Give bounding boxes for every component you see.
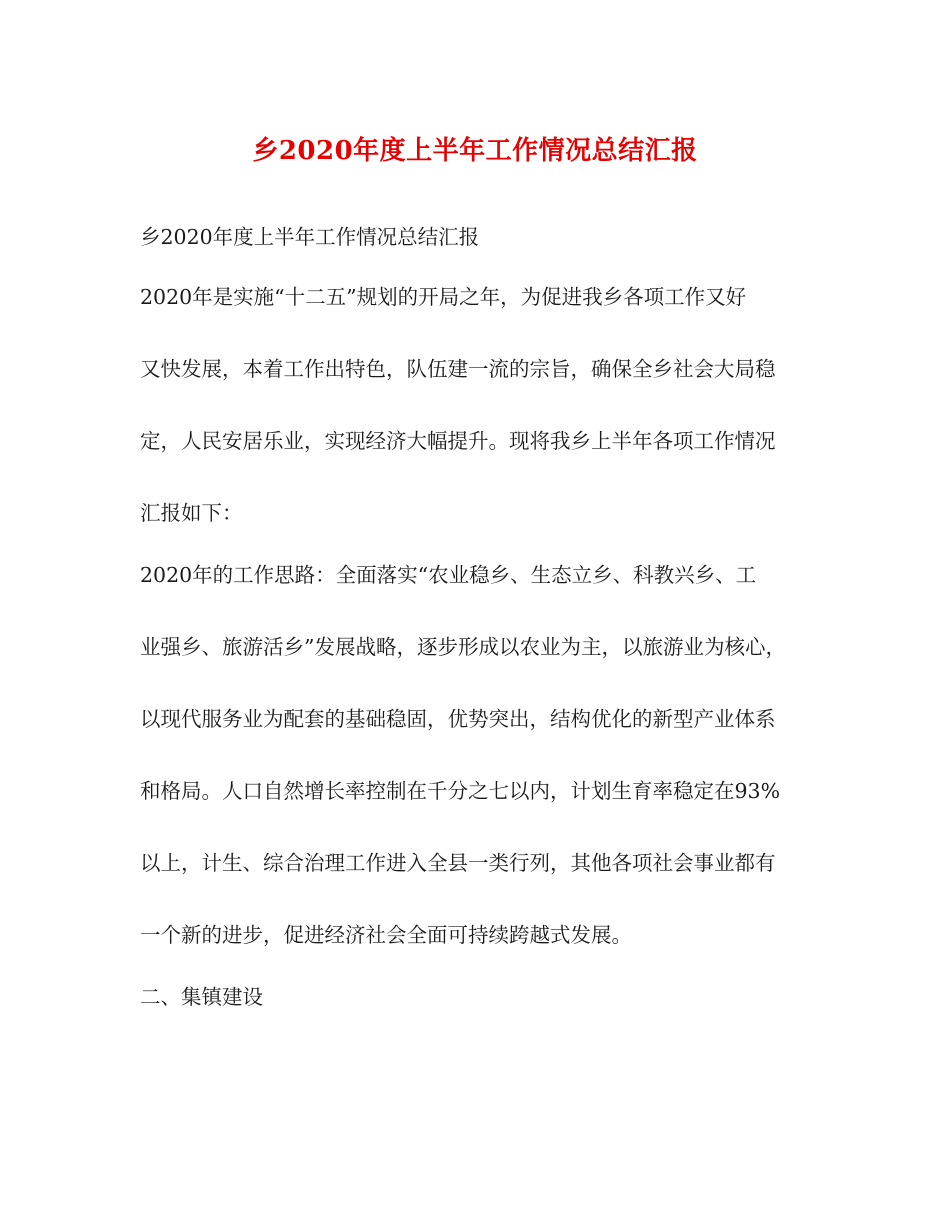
paragraph-line: 定，人民安居乐业，实现经济大幅提升。现将我乡上半年各项工作情况 xyxy=(140,429,776,453)
paragraph-line: 业强乡、旅游活乡”发展战略，逐步形成以农业为主，以旅游业为核心， xyxy=(140,635,786,659)
subtitle-line: 乡2020年度上半年工作情况总结汇报 xyxy=(140,225,480,249)
paragraph-line: 一个新的进步，促进经济社会全面可持续跨越式发展。 xyxy=(140,923,632,947)
paragraph-line: 又快发展，本着工作出特色，队伍建一流的宗旨，确保全乡社会大局稳 xyxy=(140,357,776,381)
paragraph-line: 以上，计生、综合治理工作进入全县一类行列，其他各项社会事业都有 xyxy=(140,851,776,875)
paragraph-line: 和格局。人口自然增长率控制在千分之七以内，计划生育率稳定在93% xyxy=(140,779,781,803)
section-heading: 二、集镇建设 xyxy=(140,985,263,1009)
paragraph-line: 2020年是实施“十二五”规划的开局之年，为促进我乡各项工作又好 xyxy=(140,285,747,309)
paragraph-line: 汇报如下： xyxy=(140,501,243,525)
paragraph-line: 以现代服务业为配套的基础稳固，优势突出，结构优化的新型产业体系 xyxy=(140,707,776,731)
page-title: 乡2020年度上半年工作情况总结汇报 xyxy=(252,136,698,166)
paragraph-line: 2020年的工作思路：全面落实“农业稳乡、生态立乡、科教兴乡、工 xyxy=(140,563,757,587)
